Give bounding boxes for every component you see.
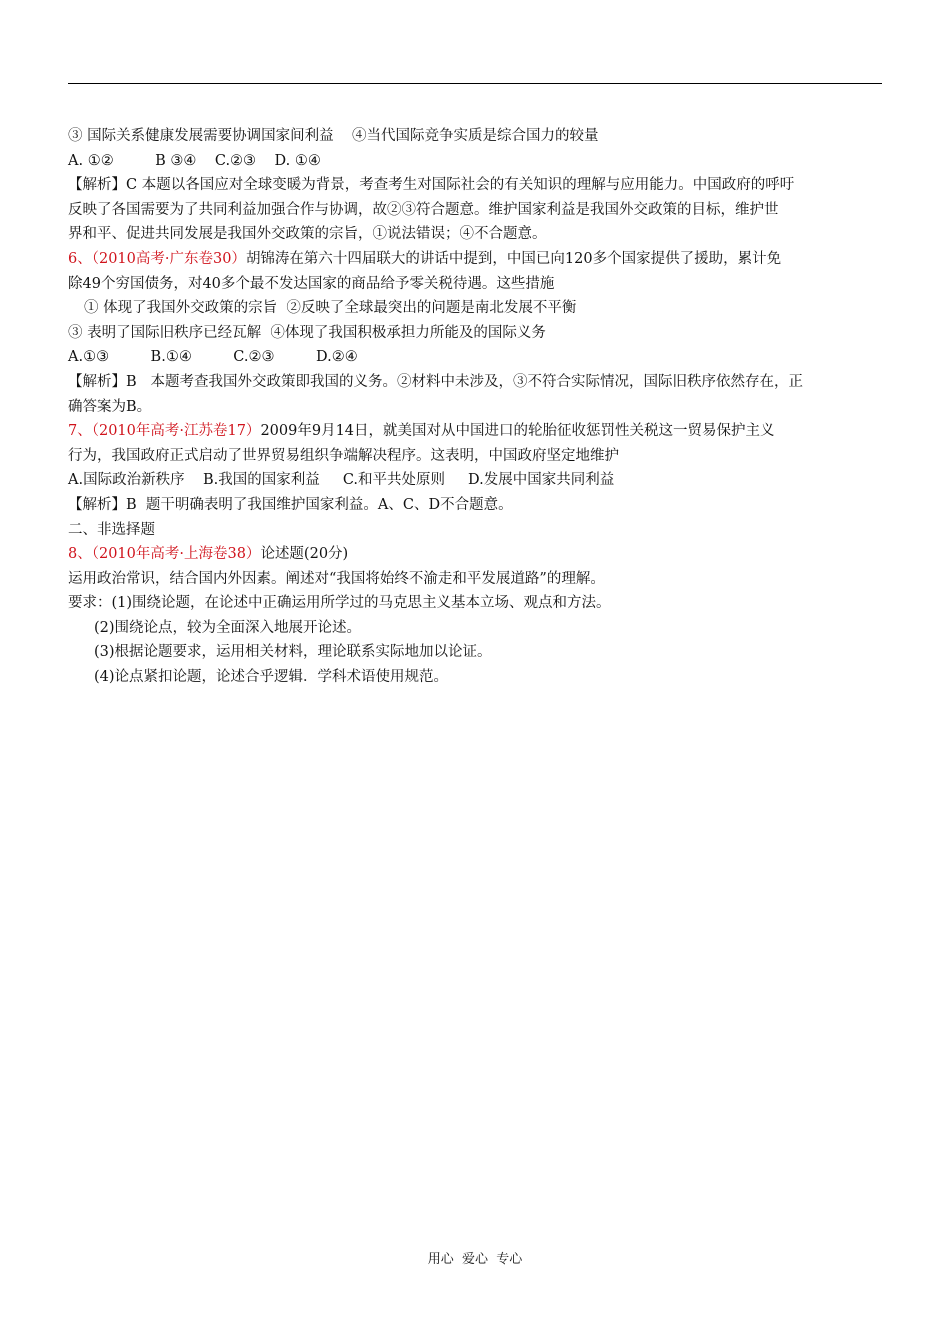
question-label: 8、（2010年高考·上海卷38） xyxy=(68,546,261,563)
text-line: 确答案为B。 xyxy=(68,398,152,415)
text-line: 除49个穷国债务，对40多个最不发达国家的商品给予零关税待遇。这些措施 xyxy=(68,275,555,292)
question-label: 6、（2010高考·广东卷30） xyxy=(68,250,246,267)
question-8-line xyxy=(68,542,888,567)
question-text: 2009年9月14日，就美国对从中国进口的轮胎征收惩罚性关税这一贸易保护主义 xyxy=(260,423,775,440)
text-line: (2)围绕论点，较为全面深入地展开论述。 xyxy=(94,619,362,636)
text-line: 反映了各国需要为了共同利益加强合作与协调，故②③符合题意。维护国家利益是我国外交政策的目标，维护世 xyxy=(68,201,779,218)
header-rule xyxy=(68,83,882,84)
text-line: 运用政治常识，结合国内外因素。阐述对“我国将始终不渝走和平发展道路”的理解。 xyxy=(68,570,605,587)
document-body xyxy=(68,124,888,690)
text-line: A. ①② B ③④ C.②③ D. ①④ xyxy=(68,152,321,169)
question-text: 胡锦涛在第六十四届联大的讲话中提到，中国已向120多个国家提供了援助，累计免 xyxy=(245,250,782,267)
text-line: ③ 表明了国际旧秩序已经瓦解 ④体现了我国积极承担力所能及的国际义务 xyxy=(68,324,546,341)
text-line: 行为，我国政府正式启动了世界贸易组织争端解决程序。这表明，中国政府坚定地维护 xyxy=(68,447,619,464)
text-line: 要求：(1)围绕论题，在论述中正确运用所学过的马克思主义基本立场、观点和方法。 xyxy=(68,595,611,612)
text-line: (3)根据论题要求，运用相关材料，理论联系实际地加以论证。 xyxy=(94,644,492,661)
page-footer: 用心 爱心 专心 xyxy=(427,1252,523,1267)
section-heading: 二、非选择题 xyxy=(68,521,155,538)
question-7-line xyxy=(68,419,888,444)
text-line: A.①③ B.①④ C.②③ D.②④ xyxy=(68,349,358,366)
text-line: ③ 国际关系健康发展需要协调国家间利益 ④当代国际竞争实质是综合国力的较量 xyxy=(68,128,599,144)
question-6-line xyxy=(68,247,888,272)
text-line: 【解析】C 本题以各国应对全球变暖为背景，考查考生对国际社会的有关知识的理解与应用能力。中国政府的呼吁 xyxy=(68,177,795,194)
question-label: 7、（2010年高考·江苏卷17） xyxy=(68,423,261,440)
question-text: 论述题(20分) xyxy=(260,546,349,563)
text-line: (4)论点紧扣论题，论述合乎逻辑．学科术语使用规范。 xyxy=(94,669,449,686)
text-line: 界和平、促进共同发展是我国外交政策的宗旨，①说法错误；④不合题意。 xyxy=(68,226,547,243)
text-line: 【解析】B 本题考查我国外交政策即我国的义务。②材料中未涉及，③不符合实际情况，国际旧秩序依然存在，正 xyxy=(68,373,803,390)
text-line: ① 体现了我国外交政策的宗旨 ②反映了全球最突出的问题是南北发展不平衡 xyxy=(84,300,577,317)
text-line: 【解析】B 题干明确表明了我国维护国家利益。A、C、D不合题意。 xyxy=(68,496,513,513)
text-line: A.国际政治新秩序 B.我国的国家利益 C.和平共处原则 D.发展中国家共同利益 xyxy=(68,472,615,489)
